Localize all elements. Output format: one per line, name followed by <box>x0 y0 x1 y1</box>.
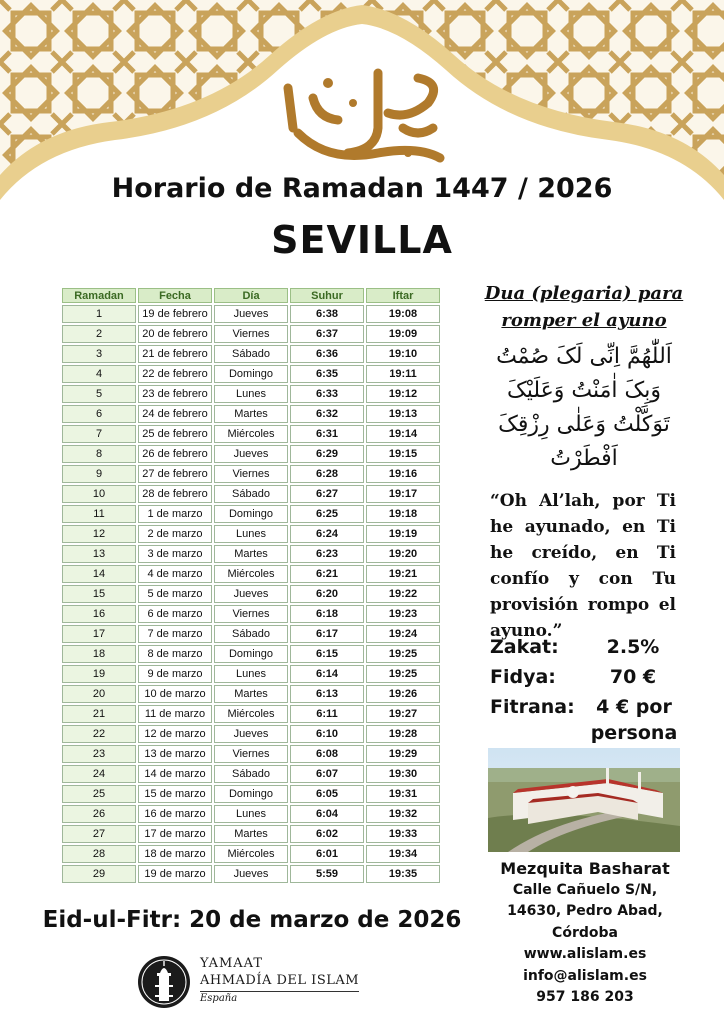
cell-ramadan-day: 6 <box>62 405 136 423</box>
cell-iftar: 19:14 <box>366 425 440 443</box>
table-row <box>62 645 440 663</box>
cell-weekday: Jueves <box>214 725 288 743</box>
dua-arabic-line: اَللّٰهُمَّ اِنِّی لَکَ صُمْتُ <box>496 344 672 369</box>
cell-ramadan-day: 12 <box>62 525 136 543</box>
dua-arabic-line: تَوَکَّلْتُ وَعَلٰی رِزْقِکَ <box>498 412 670 437</box>
cell-suhur: 5:59 <box>290 865 364 883</box>
table-row <box>62 785 440 803</box>
table-row <box>62 345 440 363</box>
cell-ramadan-day: 8 <box>62 445 136 463</box>
cell-date: 21 de febrero <box>138 345 212 363</box>
cell-date: 13 de marzo <box>138 745 212 763</box>
cell-date: 19 de marzo <box>138 865 212 883</box>
cell-weekday: Jueves <box>214 445 288 463</box>
cell-iftar: 19:23 <box>366 605 440 623</box>
fitrana-label: Fitrana: <box>490 696 575 718</box>
cell-suhur: 6:13 <box>290 685 364 703</box>
cell-suhur: 6:37 <box>290 325 364 343</box>
table-row <box>62 825 440 843</box>
cell-iftar: 19:34 <box>366 845 440 863</box>
cell-iftar: 19:18 <box>366 505 440 523</box>
cell-suhur: 6:31 <box>290 425 364 443</box>
dua-arabic-line: وَبِکَ اٰمَنْتُ وَعَلَیْکَ <box>507 378 661 403</box>
table-row <box>62 805 440 823</box>
cell-iftar: 19:22 <box>366 585 440 603</box>
cell-ramadan-day: 2 <box>62 325 136 343</box>
cell-date: 9 de marzo <box>138 665 212 683</box>
minaret-emblem-icon <box>137 955 191 1009</box>
table-row <box>62 845 440 863</box>
cell-ramadan-day: 26 <box>62 805 136 823</box>
table-row <box>62 685 440 703</box>
cell-iftar: 19:28 <box>366 725 440 743</box>
cell-iftar: 19:33 <box>366 825 440 843</box>
cell-iftar: 19:31 <box>366 785 440 803</box>
table-row <box>62 405 440 423</box>
dua-title <box>474 280 694 334</box>
cell-suhur: 6:36 <box>290 345 364 363</box>
cell-ramadan-day: 10 <box>62 485 136 503</box>
cell-weekday: Lunes <box>214 805 288 823</box>
table-row <box>62 425 440 443</box>
table-row <box>62 305 440 323</box>
cell-iftar: 19:12 <box>366 385 440 403</box>
table-row <box>62 865 440 883</box>
ramadan-schedule-table <box>60 286 442 885</box>
cell-iftar: 19:25 <box>366 645 440 663</box>
cell-suhur: 6:24 <box>290 525 364 543</box>
cell-suhur: 6:08 <box>290 745 364 763</box>
cell-ramadan-day: 29 <box>62 865 136 883</box>
dua-title-line: romper el ayuno <box>501 310 667 331</box>
cell-weekday: Viernes <box>214 465 288 483</box>
table-row <box>62 545 440 563</box>
cell-ramadan-day: 7 <box>62 425 136 443</box>
cell-iftar: 19:35 <box>366 865 440 883</box>
zakat-value: 2.5% <box>606 636 660 658</box>
cell-ramadan-day: 13 <box>62 545 136 563</box>
cell-iftar: 19:09 <box>366 325 440 343</box>
cell-weekday: Miércoles <box>214 565 288 583</box>
fitrana-value: 4 € por <box>596 696 672 718</box>
cell-suhur: 6:02 <box>290 825 364 843</box>
cell-weekday: Miércoles <box>214 705 288 723</box>
cell-ramadan-day: 1 <box>62 305 136 323</box>
table-row <box>62 765 440 783</box>
table-row <box>62 705 440 723</box>
table-row <box>62 365 440 383</box>
dua-arabic-line: اَفْطَرْتُ <box>550 446 618 471</box>
cell-iftar: 19:21 <box>366 565 440 583</box>
cell-suhur: 6:33 <box>290 385 364 403</box>
cell-date: 3 de marzo <box>138 545 212 563</box>
cell-weekday: Martes <box>214 545 288 563</box>
table-row <box>62 465 440 483</box>
fidya-label: Fidya: <box>490 666 556 688</box>
cell-ramadan-day: 11 <box>62 505 136 523</box>
column-header-iftar: Iftar <box>366 288 440 303</box>
cell-date: 27 de febrero <box>138 465 212 483</box>
org-line: AHMADÍA DEL ISLAM <box>200 972 359 992</box>
page-title: Horario de Ramadan 1447 / 2026 <box>111 173 613 204</box>
cell-date: 16 de marzo <box>138 805 212 823</box>
column-header-fecha: Fecha <box>138 288 212 303</box>
cell-suhur: 6:07 <box>290 765 364 783</box>
cell-suhur: 6:18 <box>290 605 364 623</box>
cell-date: 19 de febrero <box>138 305 212 323</box>
cell-suhur: 6:17 <box>290 625 364 643</box>
table-row <box>62 585 440 603</box>
cell-weekday: Lunes <box>214 525 288 543</box>
cell-iftar: 19:11 <box>366 365 440 383</box>
cell-iftar: 19:08 <box>366 305 440 323</box>
mosque-address-line: Córdoba <box>552 924 618 941</box>
column-header-suhur: Suhur <box>290 288 364 303</box>
cell-ramadan-day: 18 <box>62 645 136 663</box>
table-header-row <box>62 288 440 303</box>
cell-weekday: Martes <box>214 685 288 703</box>
cell-date: 18 de marzo <box>138 845 212 863</box>
mosque-address-line: Calle Cañuelo S/N, <box>512 881 658 898</box>
cell-weekday: Viernes <box>214 605 288 623</box>
cell-suhur: 6:11 <box>290 705 364 723</box>
cell-iftar: 19:10 <box>366 345 440 363</box>
cell-suhur: 6:28 <box>290 465 364 483</box>
cell-suhur: 6:14 <box>290 665 364 683</box>
dua-arabic-text <box>478 340 690 476</box>
cell-iftar: 19:27 <box>366 705 440 723</box>
cell-weekday: Lunes <box>214 385 288 403</box>
cell-iftar: 19:30 <box>366 765 440 783</box>
cell-weekday: Jueves <box>214 305 288 323</box>
cell-date: 22 de febrero <box>138 365 212 383</box>
cell-suhur: 6:29 <box>290 445 364 463</box>
email-link[interactable]: info@alislam.es <box>523 967 647 984</box>
cell-suhur: 6:20 <box>290 585 364 603</box>
cell-weekday: Domingo <box>214 645 288 663</box>
cell-date: 7 de marzo <box>138 625 212 643</box>
cell-suhur: 6:01 <box>290 845 364 863</box>
cell-iftar: 19:25 <box>366 665 440 683</box>
cell-iftar: 19:26 <box>366 685 440 703</box>
cell-suhur: 6:27 <box>290 485 364 503</box>
cell-ramadan-day: 21 <box>62 705 136 723</box>
cell-ramadan-day: 24 <box>62 765 136 783</box>
phone-number: 957 186 203 <box>536 989 634 1005</box>
cell-suhur: 6:04 <box>290 805 364 823</box>
cell-date: 5 de marzo <box>138 585 212 603</box>
table-row <box>62 745 440 763</box>
cell-ramadan-day: 3 <box>62 345 136 363</box>
table-row <box>62 505 440 523</box>
table-row <box>62 625 440 643</box>
cell-ramadan-day: 17 <box>62 625 136 643</box>
table-row <box>62 605 440 623</box>
cell-date: 11 de marzo <box>138 705 212 723</box>
cell-date: 14 de marzo <box>138 765 212 783</box>
fidya-value: 70 € <box>609 666 657 688</box>
cell-weekday: Viernes <box>214 745 288 763</box>
cell-weekday: Viernes <box>214 325 288 343</box>
cell-date: 4 de marzo <box>138 565 212 583</box>
cell-iftar: 19:15 <box>366 445 440 463</box>
column-header-ramadan: Ramadan <box>62 288 136 303</box>
zakat-label: Zakat: <box>490 636 559 658</box>
cell-weekday: Sábado <box>214 765 288 783</box>
cell-ramadan-day: 23 <box>62 745 136 763</box>
mosque-photo <box>488 748 680 852</box>
column-header-dia: Día <box>214 288 288 303</box>
table-body <box>62 305 440 883</box>
cell-weekday: Sábado <box>214 345 288 363</box>
cell-date: 24 de febrero <box>138 405 212 423</box>
cell-suhur: 6:15 <box>290 645 364 663</box>
table-row <box>62 565 440 583</box>
cell-suhur: 6:10 <box>290 725 364 743</box>
cell-date: 20 de febrero <box>138 325 212 343</box>
cell-weekday: Martes <box>214 825 288 843</box>
table-row <box>62 485 440 503</box>
fitrana-value-unit: persona <box>590 722 678 744</box>
dua-translation: “Oh Al’lah, por Ti he ayunado, en Ti he creído, en Ti confío y con Tu provisión rompo el ayuno.” <box>490 491 676 641</box>
cell-date: 12 de marzo <box>138 725 212 743</box>
cell-suhur: 6:05 <box>290 785 364 803</box>
cell-ramadan-day: 28 <box>62 845 136 863</box>
cell-ramadan-day: 16 <box>62 605 136 623</box>
cell-iftar: 19:32 <box>366 805 440 823</box>
cell-weekday: Sábado <box>214 485 288 503</box>
eid-date: Eid-ul-Fitr: 20 de marzo de 2026 <box>42 907 462 933</box>
cell-weekday: Domingo <box>214 505 288 523</box>
cell-date: 10 de marzo <box>138 685 212 703</box>
cell-weekday: Jueves <box>214 865 288 883</box>
table-row <box>62 325 440 343</box>
cell-weekday: Martes <box>214 405 288 423</box>
cell-ramadan-day: 15 <box>62 585 136 603</box>
cell-suhur: 6:23 <box>290 545 364 563</box>
cell-date: 23 de febrero <box>138 385 212 403</box>
cell-ramadan-day: 14 <box>62 565 136 583</box>
city-title: SEVILLA <box>271 218 453 262</box>
website-link[interactable]: www.alislam.es <box>523 946 647 962</box>
cell-suhur: 6:35 <box>290 365 364 383</box>
mosque-contact <box>486 858 684 1009</box>
cell-suhur: 6:32 <box>290 405 364 423</box>
cell-suhur: 6:21 <box>290 565 364 583</box>
cell-ramadan-day: 22 <box>62 725 136 743</box>
cell-suhur: 6:25 <box>290 505 364 523</box>
mosque-name: Mezquita Basharat <box>500 859 670 878</box>
cell-weekday: Domingo <box>214 365 288 383</box>
cell-date: 2 de marzo <box>138 525 212 543</box>
table-row <box>62 665 440 683</box>
cell-date: 28 de febrero <box>138 485 212 503</box>
table-row <box>62 725 440 743</box>
table-row <box>62 525 440 543</box>
cell-ramadan-day: 25 <box>62 785 136 803</box>
cell-ramadan-day: 9 <box>62 465 136 483</box>
cell-suhur: 6:38 <box>290 305 364 323</box>
cell-iftar: 19:17 <box>366 485 440 503</box>
ramadan-calligraphy-logo <box>268 58 458 173</box>
cell-iftar: 19:24 <box>366 625 440 643</box>
org-country: España <box>200 993 238 1004</box>
cell-weekday: Miércoles <box>214 425 288 443</box>
cell-ramadan-day: 4 <box>62 365 136 383</box>
cell-ramadan-day: 5 <box>62 385 136 403</box>
cell-ramadan-day: 19 <box>62 665 136 683</box>
cell-ramadan-day: 20 <box>62 685 136 703</box>
cell-iftar: 19:19 <box>366 525 440 543</box>
cell-ramadan-day: 27 <box>62 825 136 843</box>
cell-iftar: 19:20 <box>366 545 440 563</box>
cell-date: 8 de marzo <box>138 645 212 663</box>
table-row <box>62 385 440 403</box>
org-line: YAMAAT <box>200 956 264 971</box>
cell-date: 26 de febrero <box>138 445 212 463</box>
cell-iftar: 19:16 <box>366 465 440 483</box>
cell-date: 1 de marzo <box>138 505 212 523</box>
cell-weekday: Lunes <box>214 665 288 683</box>
cell-iftar: 19:29 <box>366 745 440 763</box>
cell-weekday: Miércoles <box>214 845 288 863</box>
cell-iftar: 19:13 <box>366 405 440 423</box>
table-row <box>62 445 440 463</box>
cell-date: 17 de marzo <box>138 825 212 843</box>
organization-name <box>200 955 359 1006</box>
cell-date: 15 de marzo <box>138 785 212 803</box>
cell-weekday: Jueves <box>214 585 288 603</box>
cell-weekday: Domingo <box>214 785 288 803</box>
cell-date: 6 de marzo <box>138 605 212 623</box>
cell-date: 25 de febrero <box>138 425 212 443</box>
cell-weekday: Sábado <box>214 625 288 643</box>
dua-title-line: Dua (plegaria) para <box>484 283 684 304</box>
mosque-address-line: 14630, Pedro Abad, <box>507 903 663 919</box>
